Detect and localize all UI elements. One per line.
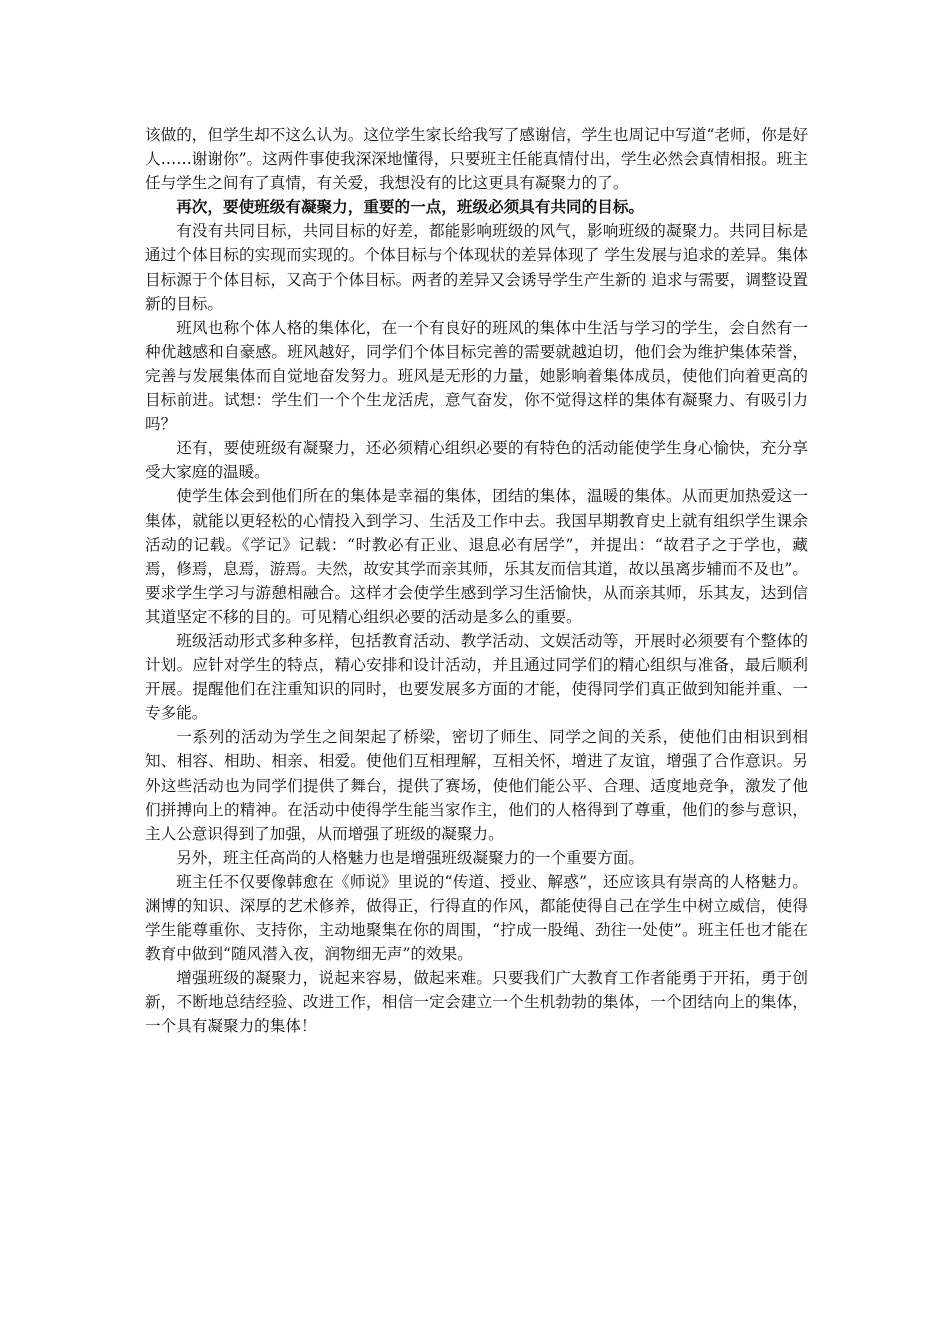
section-heading-common-goal: 再次，要使班级有凝聚力，重要的一点，班级必须具有共同的目标。: [176, 197, 645, 217]
paragraph: 一系列的活动为学生之间架起了桥梁，密切了师生、同学之间的关系，使他们由相识到相知、相容、相助、相亲、相爱。使他们互相理解，互相关怀，增进了友谊，增强了合作意识。另外这些活动也为同学们提供了舞台，提供了赛场，使他们能公平、合理、适度地竞争，激发了他们拼搏向上的精神。在活动中使得学生能当家作主，他们的人格得到了尊重，他们的参与意识，主人公意识得到了加强，从而增强了班级的凝聚力。: [145, 728, 808, 843]
paragraph-conclusion: 增强班级的凝聚力，说起来容易，做起来难。只要我们广大教育工作者能勇于开拓，勇于创新，不断地总结经验、改进工作，相信一定会建立一个生机勃勃的集体，一个团结向上的集体，一个具有凝聚力的集体！: [145, 969, 808, 1036]
paragraph: 有没有共同目标，共同目标的好差，都能影响班级的风气，影响班级的凝聚力。共同目标是通过个体目标的实现而实现的。个体目标与个体现状的差异体现了 学生发展与追求的差异。集体目标源于个体目标，又高于个体目标。两者的差异又会诱导学生产生新的 追求与需要，调整设置新的目标。: [145, 222, 808, 313]
document-page: [145, 123, 808, 1039]
paragraph: 班风也称个体人格的集体化，在一个有良好的班风的集体中生活与学习的学生，会自然有一种优越感和自豪感。班风越好，同学们个体目标完善的需要就越迫切，他们会为维护集体荣誉，完善与发展集体而自觉地奋发努力。班风是无形的力量，她影响着集体成员，使他们向着更高的目标前进。试想：学生们一个个生龙活虎，意气奋发，你不觉得这样的集体有凝聚力、有吸引力吗？: [145, 318, 808, 434]
paragraph: 还有，要使班级有凝聚力，还必须精心组织必要的有特色的活动能使学生身心愉快，充分享受大家庭的温暖。: [145, 439, 808, 482]
paragraph: 使学生体会到他们所在的集体是幸福的集体，团结的集体，温暖的集体。从而更加热爱这一集体，就能以更轻松的心情投入到学习、生活及工作中去。我国早期教育史上就有组织学生课余活动的记载。《学记》记载：“时教必有正业、退息必有居学”，并提出：“故君子之于学也，藏焉，修焉，息焉，游焉。夫然，故安其学而亲其师，乐其友而信其道，故以虽离步辅而不及也”。要求学生学习与游憩相融合。这样才会使学生感到学习生活愉快，从而亲其师，乐其友，达到信其道坚定不移的目的。可见精心组织必要的活动是多么的重要。: [145, 487, 808, 626]
paragraph: 班主任不仅要像韩愈在《师说》里说的“传道、授业、解惑”，还应该具有崇高的人格魅力。渊博的知识、深厚的艺术修养，做得正，行得直的作风，都能使得自己在学生中树立威信，使得学生能尊重你、支持你，主动地聚集在你的周围，“拧成一股绳、劲往一处使”。班主任也才能在教育中做到“随风潜入夜，润物细无声”的效果。: [145, 872, 808, 964]
paragraph: 另外，班主任高尚的人格魅力也是增强班级凝聚力的一个重要方面。: [176, 848, 645, 867]
paragraph: 班级活动形式多种多样，包括教育活动、教学活动、文娱活动等，开展时必须要有个整体的计划。应针对学生的特点，精心安排和设计活动，并且通过同学们的精心组织与准备，最后顺利开展。提醒他们在注重知识的同时，也要发展多方面的才能，使得同学们真正做到知能并重、一专多能。: [145, 631, 808, 723]
paragraph-continuation: 该做的，但学生却不这么认为。这位学生家长给我写了感谢信，学生也周记中写道“老师，你是好人……谢谢你”。这两件事使我深深地懂得，只要班主任能真情付出，学生必然会真情相报。班主任与学生之间有了真情，有关爱，我想没有的比这更具有凝聚力的了。: [145, 126, 808, 193]
